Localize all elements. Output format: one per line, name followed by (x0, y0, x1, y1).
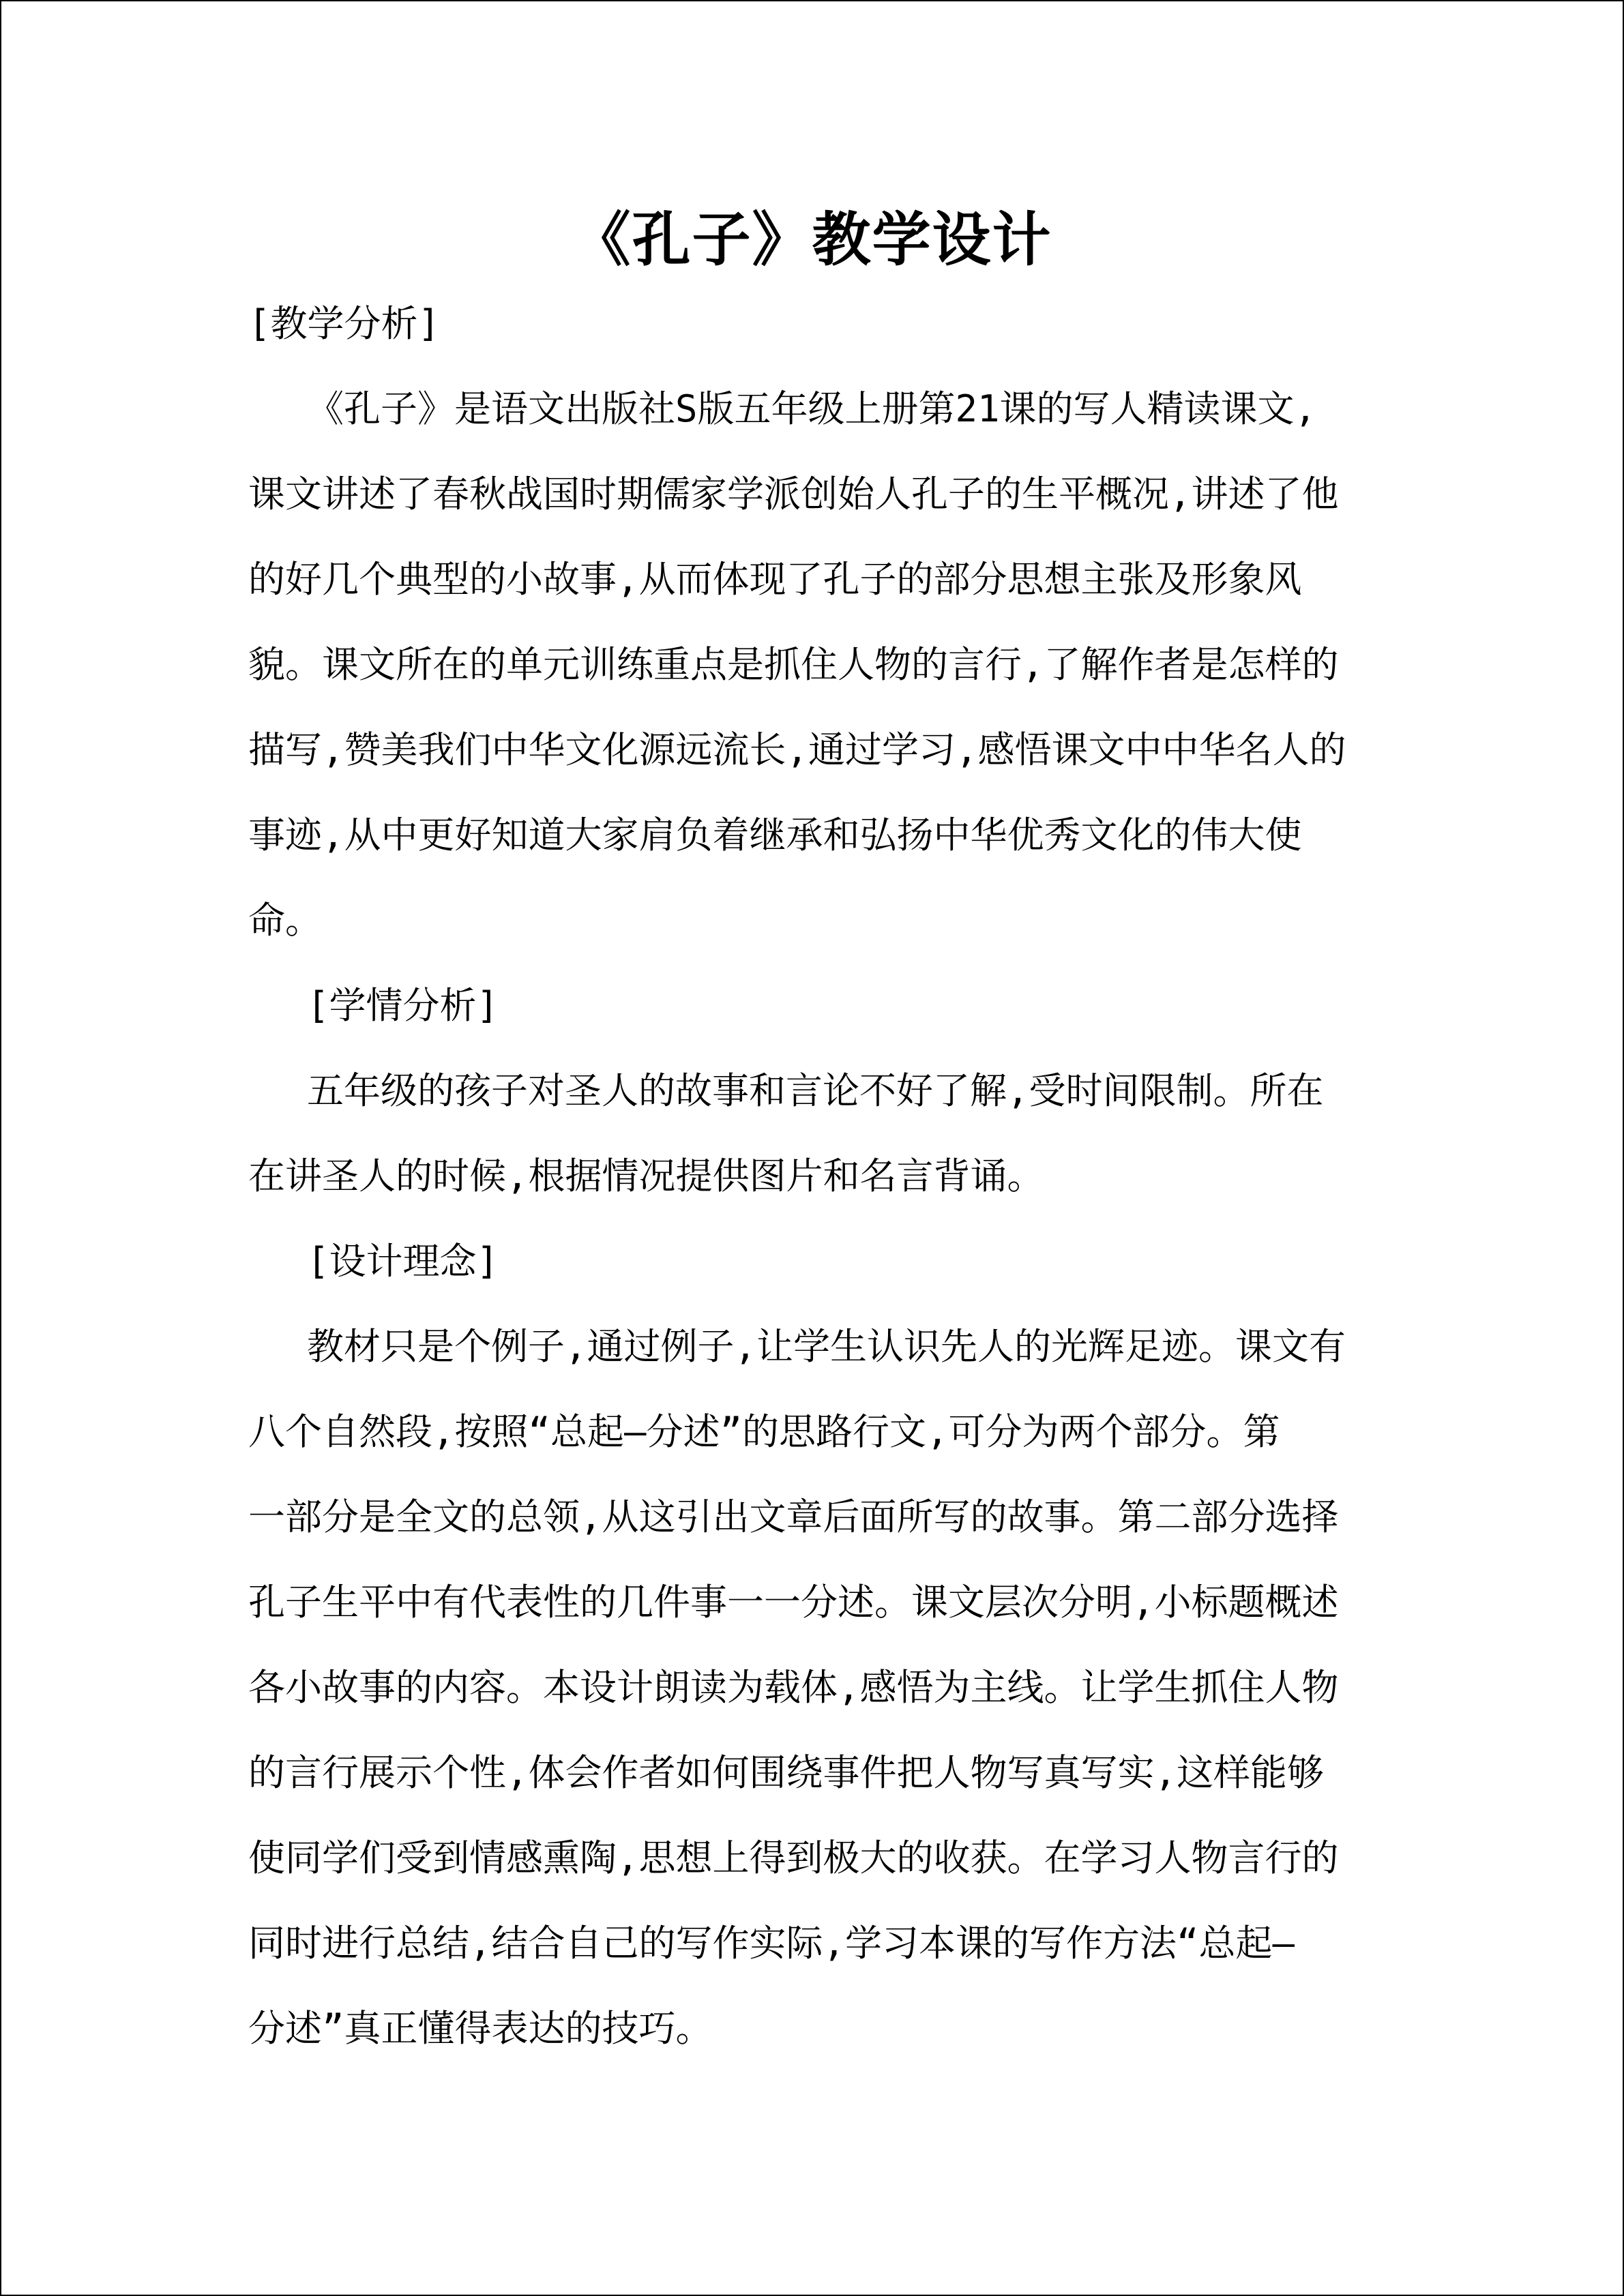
paragraph-line: 同时进行总结,结合自己的写作实际,学习本课的写作方法“总起— (248, 1922, 1295, 1965)
document-body (248, 281, 1381, 2071)
paragraph-line: 分述”真正懂得表达的技巧。 (248, 2007, 713, 2050)
document-title: 《孔子》教学设计 (572, 205, 1052, 274)
paragraph-line: 课文讲述了春秋战国时期儒家学派创始人孔子的生平概况,讲述了他 (248, 473, 1339, 516)
paragraph-line: 孔子生平中有代表性的几件事一一分述。课文层次分明,小标题概述 (248, 1581, 1339, 1624)
paragraph-line: 一部分是全文的总领,从这引出文章后面所写的故事。第二部分选择 (248, 1495, 1339, 1538)
paragraph-line: 各小故事的内容。本设计朗读为载体,感悟为主线。让学生抓住人物 (248, 1666, 1339, 1709)
paragraph-line: 的好几个典型的小故事,从而体现了孔子的部分思想主张及形象风 (248, 558, 1302, 601)
paragraph-line: 貌。课文所在的单元训练重点是抓住人物的言行,了解作者是怎样的 (248, 643, 1339, 686)
paragraph-line: 《孔子》是语文出版社S版五年级上册第21课的写人精读课文, (307, 387, 1317, 430)
heading-student-analysis: [学情分析] (307, 984, 499, 1027)
paragraph-line: 描写,赞美我们中华文化源远流长,通过学习,感悟课文中中华名人的 (248, 728, 1346, 771)
paragraph-line: 八个自然段,按照“总起—分述”的思路行文,可分为两个部分。第 (248, 1410, 1280, 1453)
paragraph-line: 使同学们受到情感熏陶,思想上得到极大的收获。在学习人物言行的 (248, 1836, 1339, 1879)
paragraph-line: 命。 (248, 899, 322, 942)
heading-design-concept: [设计理念] (307, 1240, 499, 1283)
paragraph-line: 教材只是个例子,通过例子,让学生认识先人的光辉足迹。课文有 (307, 1325, 1346, 1368)
paragraph-line: 的言行展示个性,体会作者如何围绕事件把人物写真写实,这样能够 (248, 1751, 1325, 1794)
paragraph-line: 在讲圣人的时候,根据情况提供图片和名言背诵。 (248, 1154, 1044, 1197)
heading-teaching-analysis: [教学分析] (248, 302, 441, 345)
paragraph-line: 五年级的孩子对圣人的故事和言论不好了解,受时间限制。所在 (307, 1069, 1324, 1112)
paragraph-line: 事迹,从中更好知道大家肩负着继承和弘扬中华优秀文化的伟大使 (248, 814, 1302, 856)
